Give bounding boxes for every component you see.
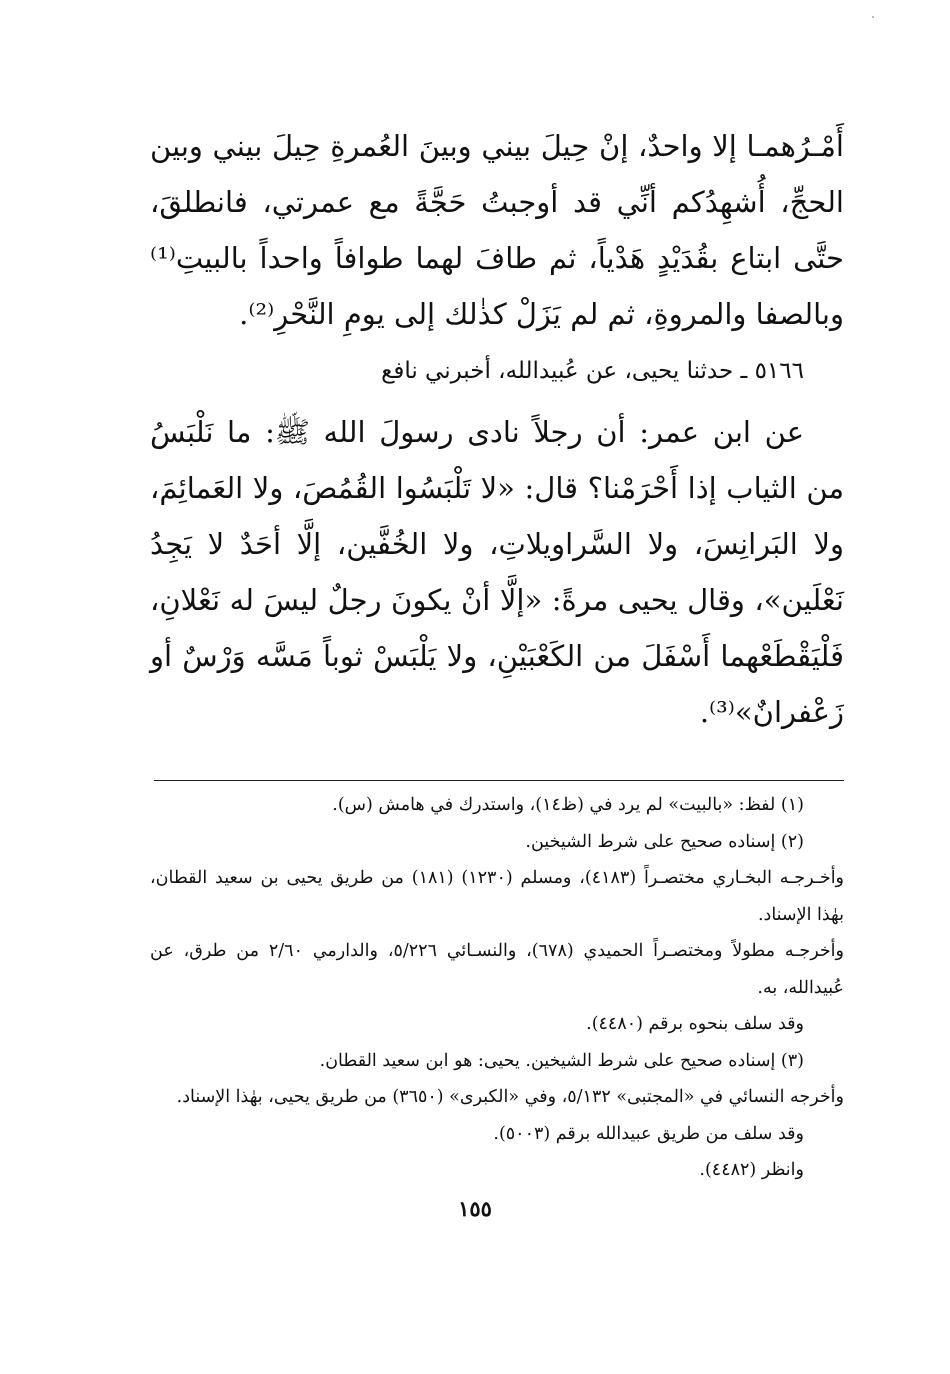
paragraph-continuation: أَمْـرُهمـا إلا واحدٌ، إنْ حِيلَ بيني وبينَ العُمرةِ حِيلَ بيني وبين الحجِّ، أُشهِدُكم أنِّي قد أوجبتُ حَجَّةً مع عمرتي، فانطلقَ، حتَّى ابتاع بقُدَيْدٍ هَدْياً، ثم طافَ لهما طوافاً واحداً بالبيتِ⁽¹⁾ وبالصفا والمروةِ، ثم لم يَزَلْ كذٰلك إلى يومِ النَّحْرِ⁽²⁾.: [150, 129, 844, 331]
footnote-line: وأخرجـه مطولاً ومختصـراً الحميدي (٦٧٨)، والنسـائي ٥/٢٢٦، والدارمي ٢/٦٠ من طرق، عن عُبيدالله، به.: [150, 941, 844, 998]
footnote-line: وقد سلف من طريق عبيدالله برقم (٥٠٠٣).: [493, 1123, 804, 1144]
footnote-line: وانظر (٤٤٨٢).: [699, 1160, 804, 1180]
footnotes: [150, 787, 844, 1189]
hadith-text: عن ابن عمر: أن رجلاً نادى رسولَ الله ﷺ: ما نَلْبَسُ من الثياب إذا أَحْرَمْنا؟ قال: «لا تَلْبَسُوا القُمُصَ، ولا العَمائِمَ، ولا البَرانِسَ، ولا السَّراويلاتِ، ولا الخُفَّين، إلَّا أحَدٌ لا يَجِدُ نَعْلَين»، وقال يحيى مرةً: «إلَّا أنْ يكونَ رجلٌ ليسَ له نَعْلانِ، فَلْيَقْطَعْهما أَسْفَلَ من الكَعْبَيْنِ، ولا يَلْبَسْ ثوباً مَسَّه وَرْسٌ أو زَعْفرانٌ»⁽³⁾.: [150, 415, 844, 729]
footnote-divider: [154, 780, 844, 781]
footnote-line: وأخـرجـه البخـاري مختصـراً (٤١٨٣)، ومسلم (١٢٣٠) (١٨١) من طريق يحيى بن سعيد القطان، بهٰذا الإسناد.: [150, 868, 845, 925]
footnote-line: وأخرجه النسائي في «المجتبى» ٥/١٣٢، وفي «الكبرى» (٣٦٥٠) من طريق يحيى، بهٰذا الإسناد.: [176, 1087, 844, 1107]
footnote-line: (٣) إسناده صحيح على شرط الشيخين. يحيى: هو ابن سعيد القطان.: [319, 1050, 804, 1071]
main-content: [150, 118, 844, 1189]
footnote-line: (١) لفظ: «بالبيت» لم يرد في (ظ١٤)، واستدرك في هامش (س).: [332, 795, 804, 815]
hadith-number-line: ٥١٦٦ ـ حدثنا يحيى، عن عُبيدالله، أخبرني نافع: [381, 358, 804, 384]
scan-speck: [872, 16, 874, 18]
footnote-line: وقد سلف بنحوه برقم (٤٤٨٠).: [586, 1014, 804, 1034]
footnote-line: (٢) إسناده صحيح على شرط الشيخين.: [525, 831, 804, 852]
page-number: ١٥٥: [458, 1196, 492, 1221]
